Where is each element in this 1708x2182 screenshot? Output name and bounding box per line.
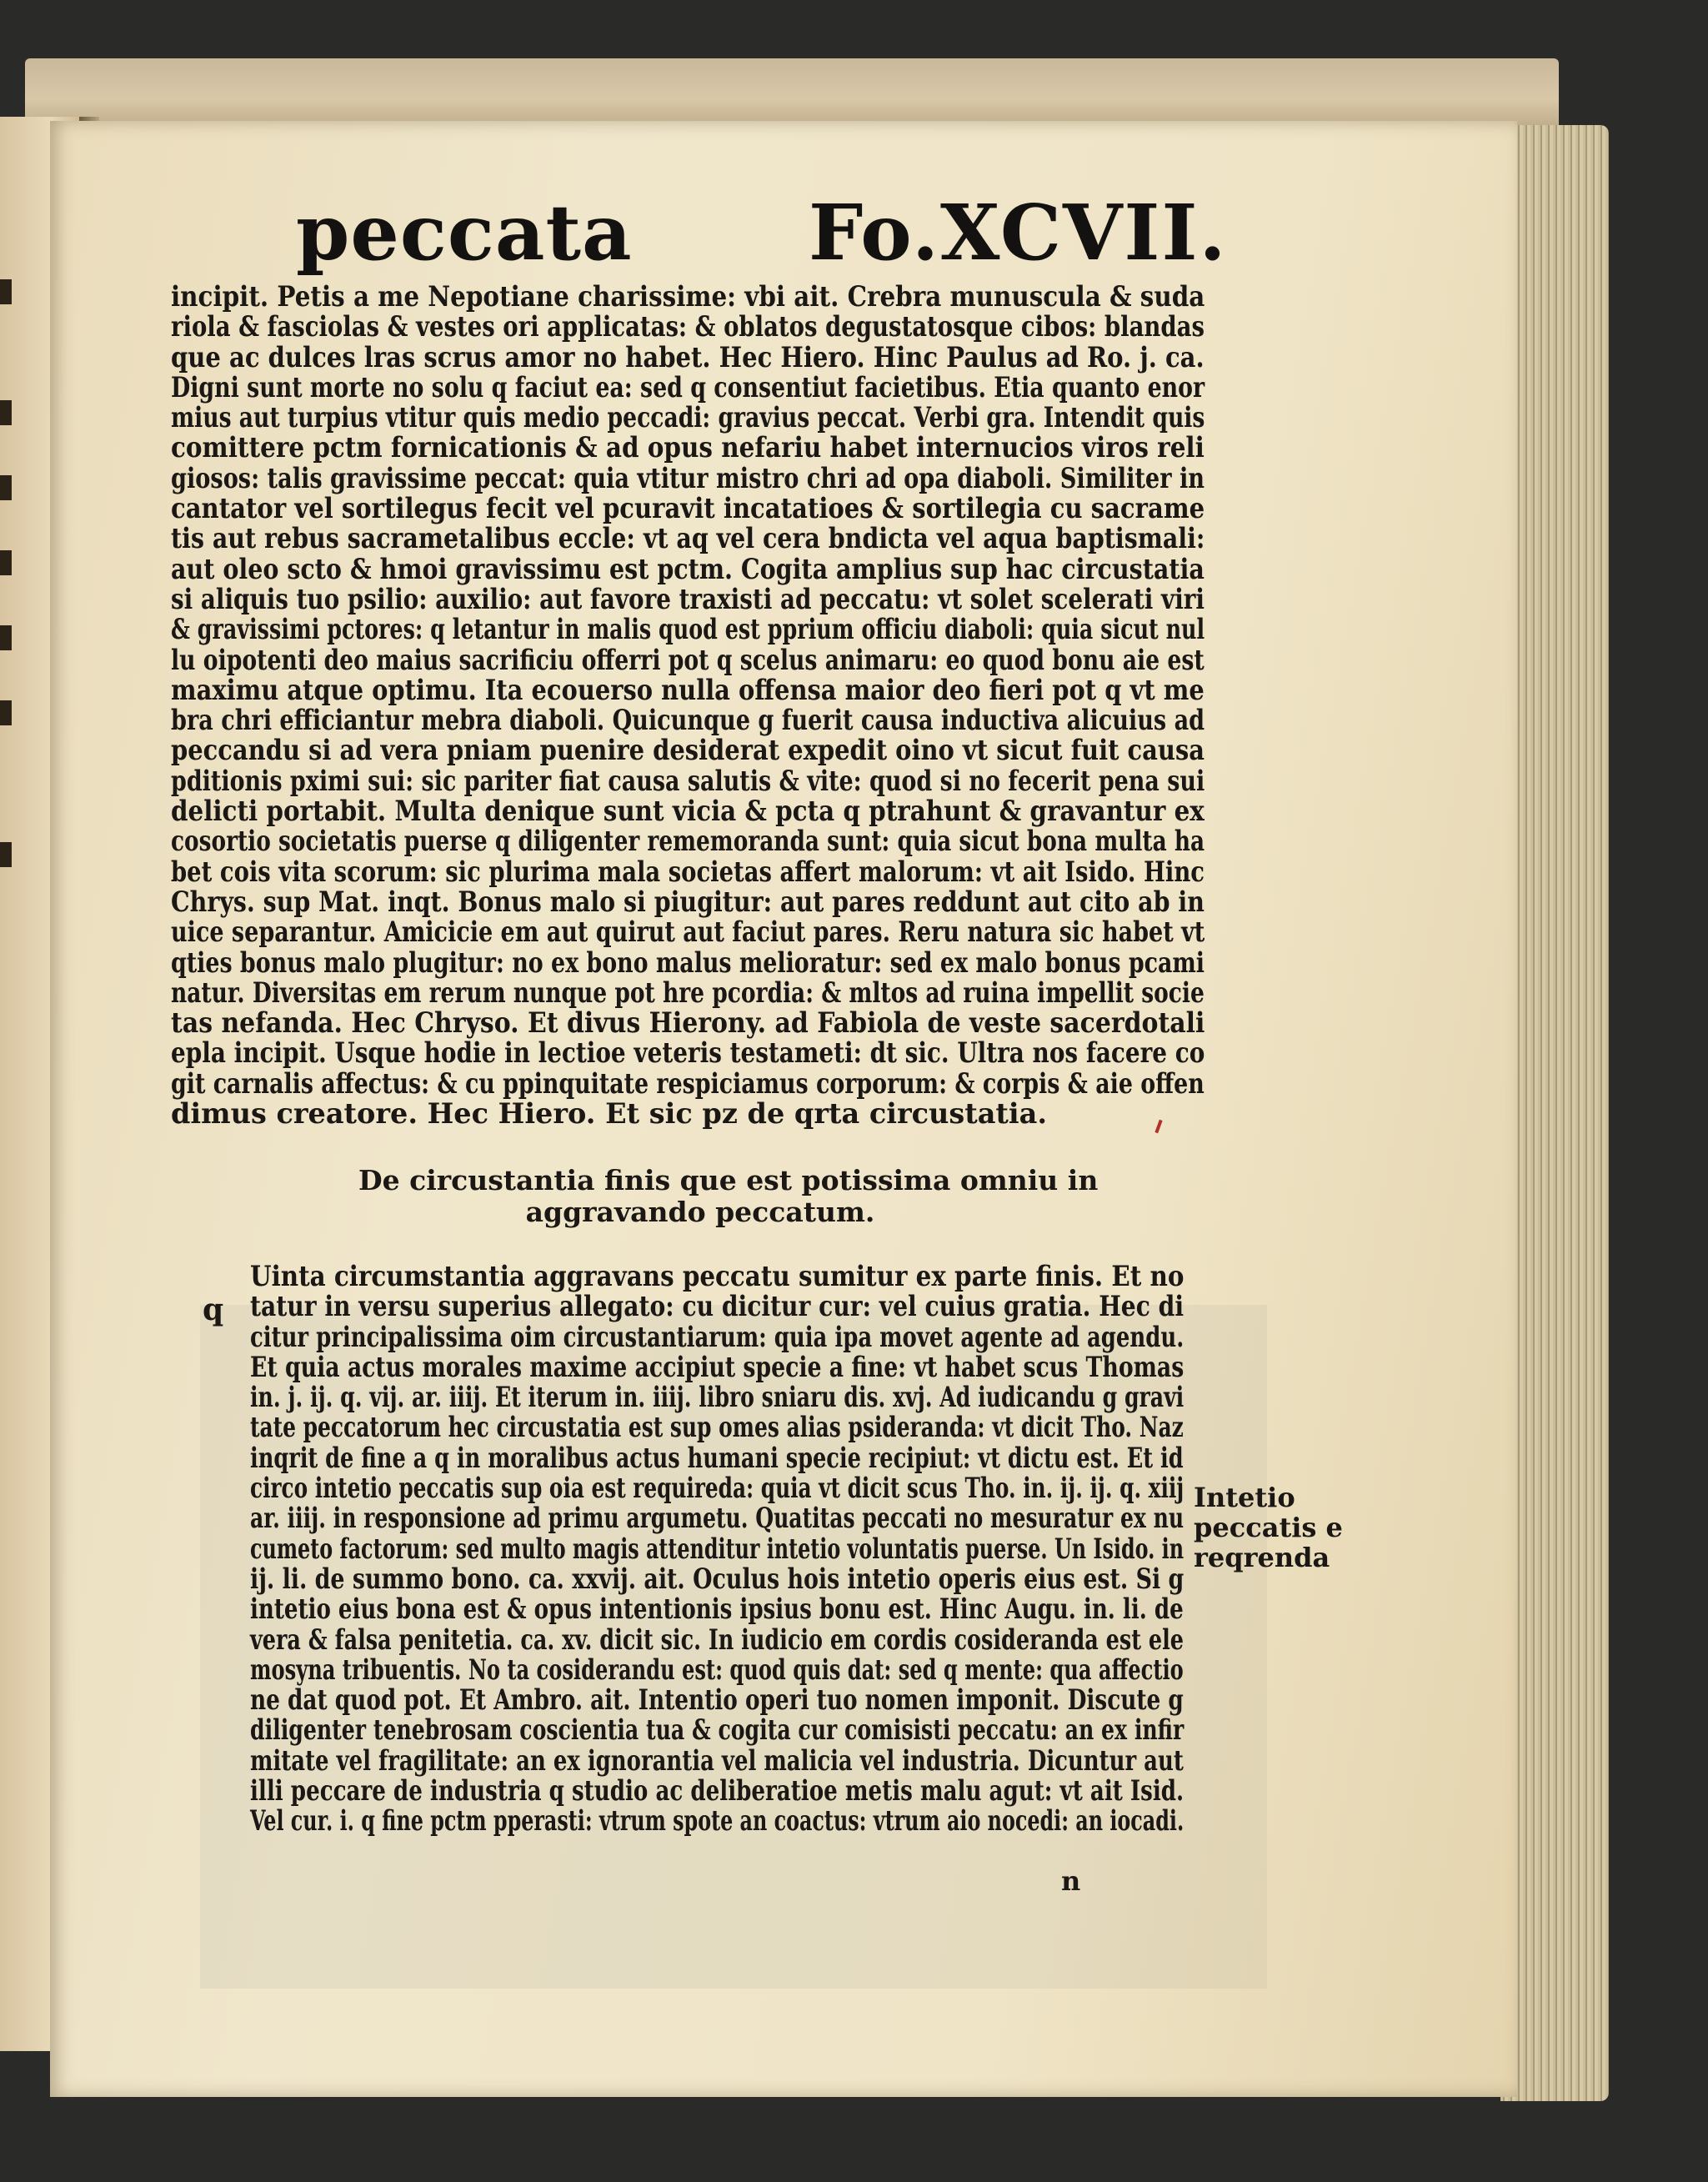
text-line: natur. Diversitas em rerum nunque pot hre pcordia: & mltos ad ruina impellit socie [171,976,1205,1009]
text-line: incipit. Petis a me Nepotiane charissime: vbi ait. Crebra munuscula & suda [171,280,1205,313]
guide-letter: q [203,1292,224,1327]
text-line: diligenter tenebrosam coscientia tua & cogita cur comisisti peccatu: an ex infir [250,1713,1185,1747]
text-line: si aliquis tuo psilio: auxilio: aut favore traxisti ad peccatu: vt solet scelerati viri [171,582,1205,615]
text-line: bet cois vita scorum: sic plurima mala societas affert malorum: vt ait Isido. Hinc [171,855,1205,888]
text-line: ij. li. de summo bono. ca. xxvij. ait. Oculus hois intetio operis eius est. Si g [250,1562,1185,1595]
text-line: delicti portabit. Multa denique sunt vicia & pcta q ptrahunt & gravantur ex [171,795,1205,828]
text-block-1 [171,282,1205,1129]
text-line: cumeto factorum: sed multo magis attenditur intetio voluntatis puerse. Un Isido. in [250,1532,1185,1565]
signature-mark: n [1061,1865,1081,1897]
text-line: riola & fasciolas & vestes ori applicatas: & oblatos degustatosque cibos: blandas [171,310,1205,344]
text-line: dimus creatore. Hec Hiero. Et sic pz de qrta circustatia. [171,1097,1047,1131]
text-line: Vel cur. i. q fine pctm pperasti: vtrum spote an coactus: vtrum aio nocedi: an iocadi. [250,1804,1185,1838]
text-line: uice separantur. Amicicie em aut quirut aut faciut pares. Reru natura sic habet vt [171,915,1205,949]
margin-note-line: reqrenda [1194,1542,1330,1573]
text-line: cosortio societatis puerse q diligenter rememoranda sunt: quia sicut bona multa ha [171,825,1205,858]
text-line: illi peccare de industria q studio ac deliberatioe metis malu agut: vt ait Isid. [250,1774,1185,1808]
text-line: vera & falsa penitetia. ca. xv. dicit sic. In iudicio em cordis cosideranda est ele [250,1623,1184,1656]
text-line: tas nefanda. Hec Chryso. Et divus Hierony. ad Fabiola de veste sacerdotali [171,1006,1205,1040]
text-line: intetio eius bona est & opus intentionis ipsius bonu est. Hinc Augu. in. li. de [250,1593,1184,1626]
text-line: giosos: talis gravissime peccat: quia vtitur mistro chri ad opa diaboli. Similiter in [171,461,1205,494]
text-line: comittere pctm fornicationis & ad opus nefariu habet internucios viros reli [171,431,1205,464]
text-line: qties bonus malo plugitur: no ex bono malus melioratur: sed ex malo bonus pcami [171,946,1205,979]
folio-number: Fo.XCVII. [809,188,1228,278]
text-line: pditionis pximi sui: sic pariter fiat causa salutis & vite: quod si no fecerit pena sui [171,764,1205,797]
text-line: aut oleo scto & hmoi gravissimu est pctm. Cogita amplius sup hac circustatia [171,552,1205,585]
text-line: git carnalis affectus: & cu ppinquitate respiciamus corporum: & corpis & aie offen [171,1066,1205,1100]
text-line: epla incipit. Usque hodie in lectioe veteris testameti: dt sic. Ultra nos facere co [171,1036,1205,1070]
text-line: que ac dulces lras scrus amor no habet. Hec Hiero. Hinc Paulus ad Ro. j. ca. [171,340,1205,374]
text-line: lu oipotenti deo maius sacrificiu offerri pot q scelus animaru: eo quod bonu aie est [171,643,1205,676]
section-heading-line-2: aggravando peccatum. [525,1196,875,1228]
text-line: mitate vel fragilitate: an ex ignorantia vel malicia vel industria. Dicuntur aut [250,1743,1184,1777]
text-block-2 [250,1262,1184,1837]
text-line: mosyna tribuentis. No ta cosiderandu est: quod quis dat: sed q mente: qua affectio [250,1653,1184,1686]
text-line: maximu atque optimu. Ita ecouerso nulla offensa maior deo fieri pot q vt me [171,673,1205,706]
text-line: inqrit de fine a q in moralibus actus humani specie recipiut: vt dictu est. Et id [250,1441,1184,1474]
text-line: circo intetio peccatis sup oia est requireda: quia vt dicit scus Tho. in. ij. ij. q. xiij [250,1472,1185,1505]
text-line: Digni sunt morte no solu q faciut ea: sed q consentiut facietibus. Etia quanto enor [171,370,1205,404]
margin-note-line: Intetio [1194,1482,1295,1513]
text-line: tatur in versu superius allegato: cu dicitur cur: vel cuius gratia. Hec di [250,1290,1185,1323]
section-heading [358,1164,1099,1228]
section-heading-line-1: De circustantia finis que est potissima omniu in [358,1164,1099,1196]
text-line: bra chri efficiantur mebra diaboli. Quicunque g fuerit causa inductiva alicuius ad [171,704,1205,737]
margin-note [1194,1482,1343,1573]
text-line: Uinta circumstantia aggravans peccatu sumitur ex parte finis. Et no [250,1260,1185,1292]
text-line: Et quia actus morales maxime accipiut specie a fine: vt habet scus Thomas [250,1350,1185,1383]
text-line: in. j. ij. q. vij. ar. iiij. Et iterum in. iiij. libro sniaru dis. xvj. Ad iudicandu g gravi [250,1381,1185,1414]
text-line: ne dat quod pot. Et Ambro. ait. Intentio operi tuo nomen imponit. Discute g [250,1683,1184,1717]
running-title: peccata [296,188,633,278]
text-line: peccandu si ad vera pniam puenire desiderat expedit oino vt sicut fuit causa [171,734,1205,767]
text-line: citur principalissima oim circustantiarum: quia ipa movet agente ad agendu. [250,1320,1185,1353]
text-line: Chrys. sup Mat. inqt. Bonus malo si piugitur: aut pares reddunt aut cito ab in [171,885,1205,918]
text-line: ar. iiij. in responsione ad primu argumetu. Quatitas peccati no mesuratur ex nu [250,1502,1185,1535]
text-line: tis aut rebus sacrametalibus eccle: vt aq vel cera bndicta vel aqua baptismali: [171,522,1205,555]
text-line: cantator vel sortilegus fecit vel pcuravit incatatioes & sortilegia cu sacrame [171,492,1205,525]
text-line: mius aut turpius vtitur quis medio peccadi: gravius peccat. Verbi gra. Intendit quis [171,401,1205,434]
text-line: & gravissimi pctores: q letantur in malis quod est pprium officiu diaboli: quia sicut nul [171,613,1205,646]
text-line: tate peccatorum hec circustatia est sup omes alias psideranda: vt dicit Tho. Naz [250,1411,1184,1444]
margin-note-line: peccatis e [1194,1512,1343,1543]
